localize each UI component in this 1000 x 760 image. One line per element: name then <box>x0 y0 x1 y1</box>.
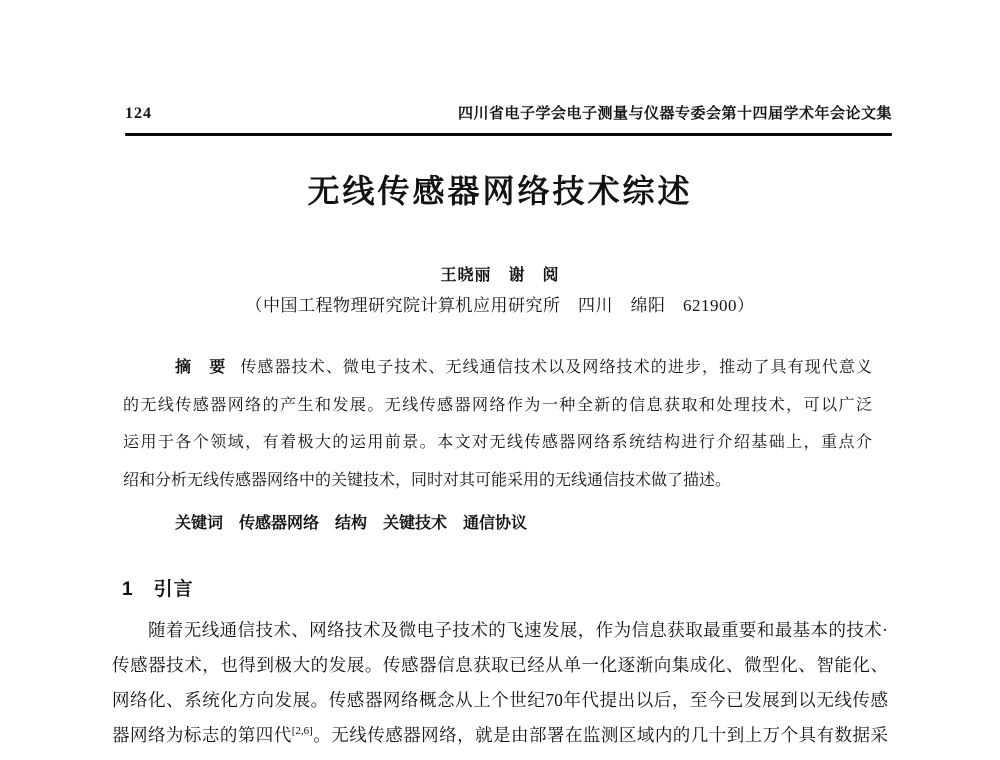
abstract-label: 摘 要 <box>175 359 227 376</box>
authors-line: 王晓丽 谢 阅 <box>440 267 560 284</box>
keywords-line <box>123 505 872 543</box>
section-number: 1 <box>122 579 134 600</box>
abstract-line-2: 的无线传感器网络的产生和发展。无线传感器网络作为一种全新的信息获取和处理技术，可以广泛 <box>123 396 872 414</box>
page-number: 124 <box>125 105 152 122</box>
abstract-line-1 <box>123 349 872 387</box>
abstract-block <box>123 349 872 499</box>
citation-superscript: [2,6] <box>291 725 313 738</box>
header-rule <box>125 133 892 136</box>
abstract-line-4: 绍和分析无线传感器网络中的关键技术，同时对其可能采用的无线通信技术做了描述。 <box>123 471 732 489</box>
keywords-label: 关键词 <box>175 515 224 532</box>
body-line-4 <box>112 718 888 753</box>
paper-title: 无线传感器网络技术综述 <box>307 173 693 209</box>
body-line-4-text: 器网络为标志的第四代 <box>112 725 292 745</box>
section-title: 引言 <box>153 579 194 600</box>
introduction-paragraph <box>112 613 888 753</box>
abstract-text-1: 传感器技术、微电子技术、无线通信技术以及网络技术的进步，推动了具有现代意义 <box>240 359 872 376</box>
keywords-items: 传感器网络 结构 关键技术 通信协议 <box>239 515 528 532</box>
affiliation-line: （中国工程物理研究院计算机应用研究所 四川 绵阳 621900） <box>245 296 755 315</box>
proceedings-title: 四川省电子学会电子测量与仪器专委会第十四届学术年会论文集 <box>457 105 892 122</box>
section-1-heading <box>122 574 194 601</box>
body-line-4-continuation: 。无线传感器网络，就是由部署在监测区域内的几十到上万个具有数据采 <box>312 725 889 745</box>
abstract-line-3: 运用于各个领域，有着极大的运用前景。本文对无线传感器网络系统结构进行介绍基础上，重点介 <box>123 434 872 451</box>
body-line-1: 随着无线通信技术、网络技术及微电子技术的飞速发展，作为信息获取最重要和最基本的技术· <box>148 620 888 640</box>
running-header <box>125 102 892 123</box>
body-line-3: 网络化、系统化方向发展。传感器网络概念从上个世纪70年代提出以后，至今已发展到以无线传感 <box>112 690 888 710</box>
body-line-2: 传感器技术，也得到极大的发展。传感器信息获取已经从单一化逐渐向集成化、微型化、智能化、 <box>112 655 888 675</box>
